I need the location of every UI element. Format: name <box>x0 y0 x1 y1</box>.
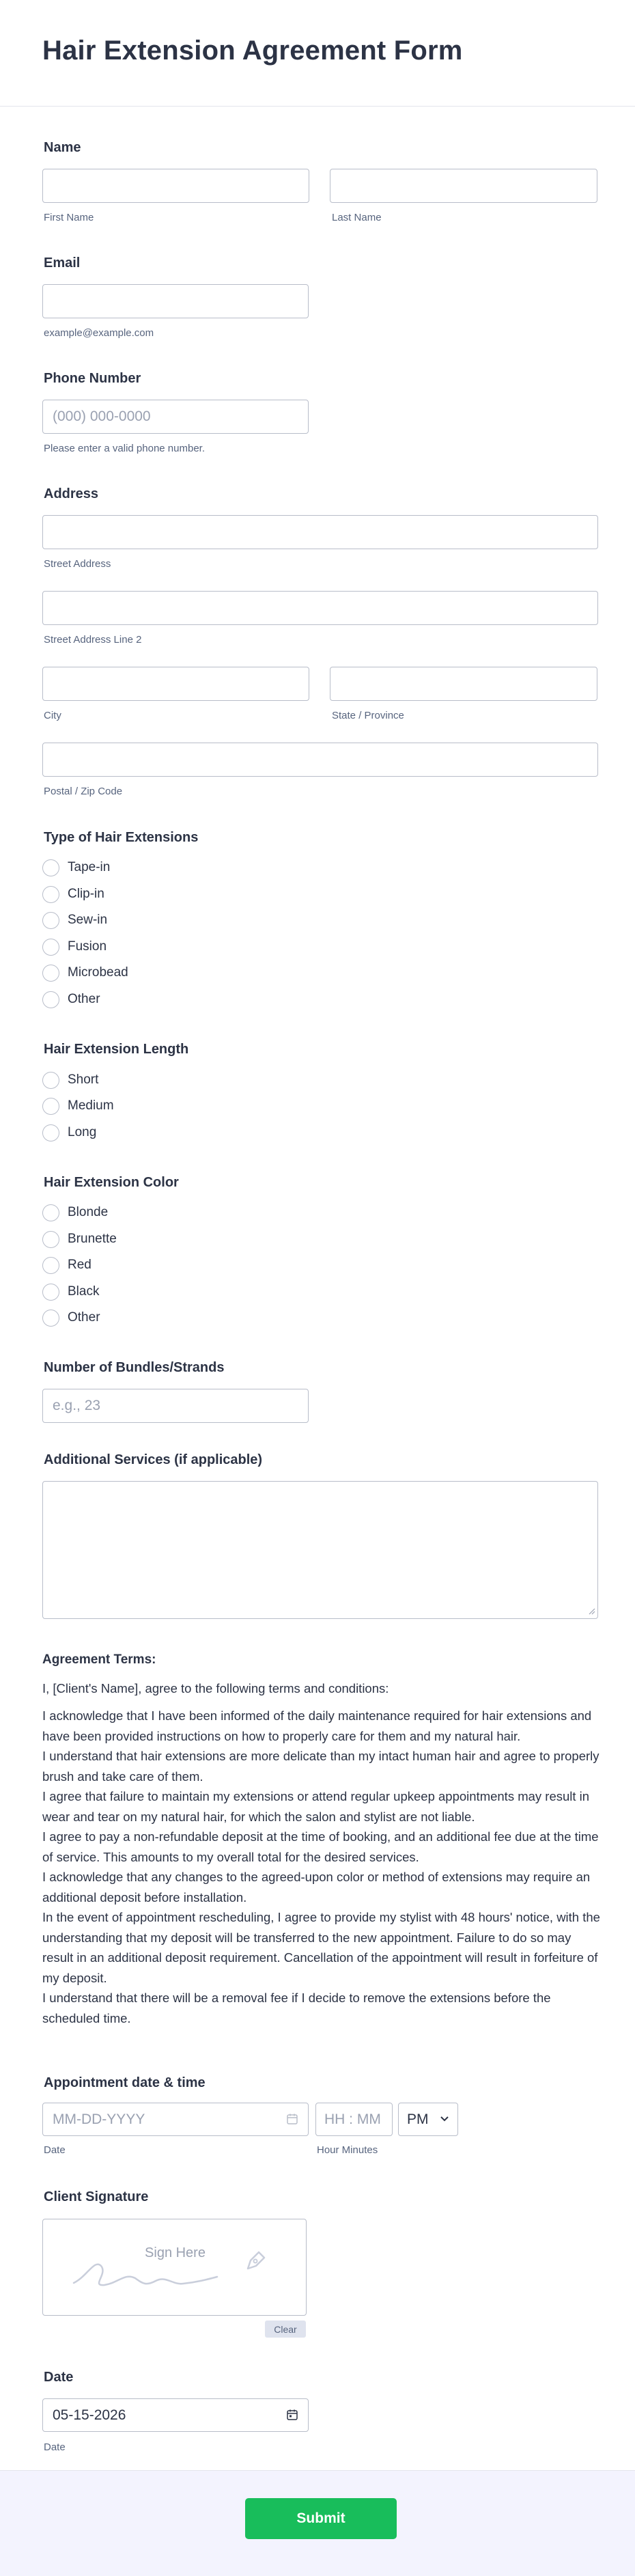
radio-label: Other <box>68 1310 100 1325</box>
radio-label: Blonde <box>68 1205 109 1219</box>
bundles-label: Number of Bundles/Strands <box>44 1360 225 1375</box>
type-label: Type of Hair Extensions <box>44 830 199 845</box>
terms-paragraph: I understand that hair extensions are more delicate than my intact human hair and agree to properly brush and take care of them. <box>42 1749 599 1784</box>
radio-circle[interactable] <box>42 1124 59 1141</box>
signature-pad[interactable] <box>42 2219 307 2316</box>
date-input[interactable] <box>42 2398 309 2432</box>
date-sublabel: Date <box>44 2441 66 2453</box>
color-option-other[interactable] <box>42 1307 100 1328</box>
type-option-fusion[interactable] <box>42 937 107 957</box>
radio-circle[interactable] <box>42 1098 59 1115</box>
radio-label: Clip-in <box>68 887 104 901</box>
type-option-sew-in[interactable] <box>42 910 107 930</box>
terms-paragraph: I acknowledge that I have been informed of the daily maintenance required for hair extensions and have been provided instructions on how to properly care for them and my natural hair. <box>42 1708 592 1743</box>
length-option-short[interactable] <box>42 1070 98 1090</box>
street-address-sublabel: Street Address <box>44 558 111 570</box>
postal-code-input[interactable] <box>42 743 598 777</box>
phone-placeholder: (000) 000-0000 <box>53 408 151 424</box>
state-sublabel: State / Province <box>332 710 404 721</box>
radio-circle[interactable] <box>42 1204 59 1221</box>
type-option-other[interactable] <box>42 989 100 1010</box>
radio-circle[interactable] <box>42 1072 59 1089</box>
radio-circle[interactable] <box>42 1284 59 1301</box>
appointment-date-input[interactable] <box>42 2103 309 2136</box>
terms-heading: Agreement Terms: <box>42 1652 156 1667</box>
address-label: Address <box>44 486 99 501</box>
first-name-input[interactable] <box>42 169 309 203</box>
length-option-medium[interactable] <box>42 1096 114 1116</box>
email-label: Email <box>44 255 81 271</box>
appointment-time-placeholder: HH : MM <box>324 2111 381 2127</box>
phone-label: Phone Number <box>44 371 141 386</box>
radio-label: Microbead <box>68 965 128 980</box>
terms-paragraph: I understand that there will be a removal fee if I decide to remove the extensions before the scheduled time. <box>42 1991 551 2025</box>
radio-label: Sew-in <box>68 913 108 927</box>
first-name-sublabel: First Name <box>44 212 94 223</box>
additional-services-textarea[interactable] <box>42 1481 598 1619</box>
city-input[interactable] <box>42 667 309 701</box>
date-value: 05-15-2026 <box>53 2407 126 2423</box>
radio-circle[interactable] <box>42 939 59 956</box>
appointment-date-placeholder: MM-DD-YYYY <box>53 2111 145 2127</box>
pen-icon <box>241 2248 268 2275</box>
terms-paragraph: I agree that failure to maintain my extensions or attend regular upkeep appointments may result in wear and tear on my natural hair, for which the salon and stylist are not liable. <box>42 1789 590 1824</box>
clear-signature-button[interactable]: Clear <box>265 2321 306 2338</box>
type-option-clip-in[interactable] <box>42 884 104 904</box>
type-option-tape-in[interactable] <box>42 857 110 878</box>
chevron-down-icon <box>440 2116 449 2122</box>
length-option-long[interactable] <box>42 1122 96 1143</box>
color-option-blonde[interactable] <box>42 1202 108 1223</box>
radio-circle[interactable] <box>42 965 59 982</box>
form-title: Hair Extension Agreement Form <box>42 36 463 66</box>
appointment-time-sublabel: Hour Minutes <box>317 2144 378 2156</box>
color-label: Hair Extension Color <box>44 1175 179 1190</box>
radio-circle[interactable] <box>42 991 59 1008</box>
postal-code-sublabel: Postal / Zip Code <box>44 786 123 797</box>
radio-label: Long <box>68 1125 97 1139</box>
form-header <box>0 0 635 107</box>
length-label: Hair Extension Length <box>44 1042 189 1057</box>
color-option-brunette[interactable] <box>42 1229 117 1249</box>
type-option-microbead[interactable] <box>42 962 128 983</box>
street-address-2-sublabel: Street Address Line 2 <box>44 634 142 646</box>
date-label: Date <box>44 2370 74 2385</box>
terms-paragraph: I acknowledge that any changes to the agreed-upon color or method of extensions may require an additional deposit before installation. <box>42 1870 591 1905</box>
calendar-icon[interactable] <box>286 2409 298 2421</box>
radio-circle[interactable] <box>42 912 59 929</box>
appointment-label: Appointment date & time <box>44 2075 206 2090</box>
calendar-icon[interactable] <box>286 2113 298 2125</box>
last-name-input[interactable] <box>330 169 597 203</box>
additional-label: Additional Services (if applicable) <box>44 1452 263 1467</box>
resize-handle-icon[interactable] <box>587 1607 595 1615</box>
email-input[interactable] <box>42 284 309 318</box>
phone-sublabel: Please enter a valid phone number. <box>44 443 205 454</box>
radio-label: Fusion <box>68 939 107 954</box>
city-sublabel: City <box>44 710 61 721</box>
state-input[interactable] <box>330 667 597 701</box>
name-label: Name <box>44 140 81 155</box>
color-option-red[interactable] <box>42 1255 91 1275</box>
phone-input[interactable] <box>42 400 309 434</box>
ampm-select[interactable] <box>398 2103 458 2136</box>
radio-label: Tape-in <box>68 860 111 874</box>
street-address-input[interactable] <box>42 515 598 549</box>
ampm-value: PM <box>407 2111 429 2127</box>
appointment-date-sublabel: Date <box>44 2144 66 2156</box>
radio-label: Red <box>68 1258 91 1272</box>
signature-label: Client Signature <box>44 2189 149 2204</box>
street-address-2-input[interactable] <box>42 591 598 625</box>
radio-circle[interactable] <box>42 1231 59 1248</box>
color-option-black[interactable] <box>42 1282 99 1302</box>
terms-paragraph: I agree to pay a non-refundable deposit at the time of booking, and an additional fee due at the time of service. This amounts to my overall total for the desired services. <box>42 1829 599 1864</box>
bundles-placeholder: e.g., 23 <box>53 1398 101 1413</box>
terms-intro: I, [Client's Name], agree to the following terms and conditions: <box>42 1681 389 1695</box>
terms-paragraph: In the event of appointment rescheduling, I agree to provide my stylist with 48 hours' notice, with the understanding that my deposit will be transferred to the new appointment. Failure to do so may result in an additional deposit requirement. Cancellation of the appointment will result in forfeiture of my deposit. <box>42 1910 600 1985</box>
radio-label: Black <box>68 1284 100 1299</box>
radio-circle[interactable] <box>42 886 59 903</box>
email-sublabel: example@example.com <box>44 327 154 339</box>
radio-label: Short <box>68 1072 99 1087</box>
radio-circle[interactable] <box>42 1310 59 1327</box>
radio-label: Medium <box>68 1098 114 1113</box>
radio-circle[interactable] <box>42 1257 59 1274</box>
radio-label: Brunette <box>68 1232 117 1246</box>
signature-placeholder: Sign Here <box>145 2245 206 2260</box>
radio-label: Other <box>68 992 100 1006</box>
submit-button[interactable]: Submit <box>245 2498 397 2539</box>
terms-body <box>42 1706 602 2028</box>
last-name-sublabel: Last Name <box>332 212 382 223</box>
appointment-time-input[interactable] <box>315 2103 393 2136</box>
bundles-input[interactable] <box>42 1389 309 1423</box>
radio-circle[interactable] <box>42 859 59 876</box>
